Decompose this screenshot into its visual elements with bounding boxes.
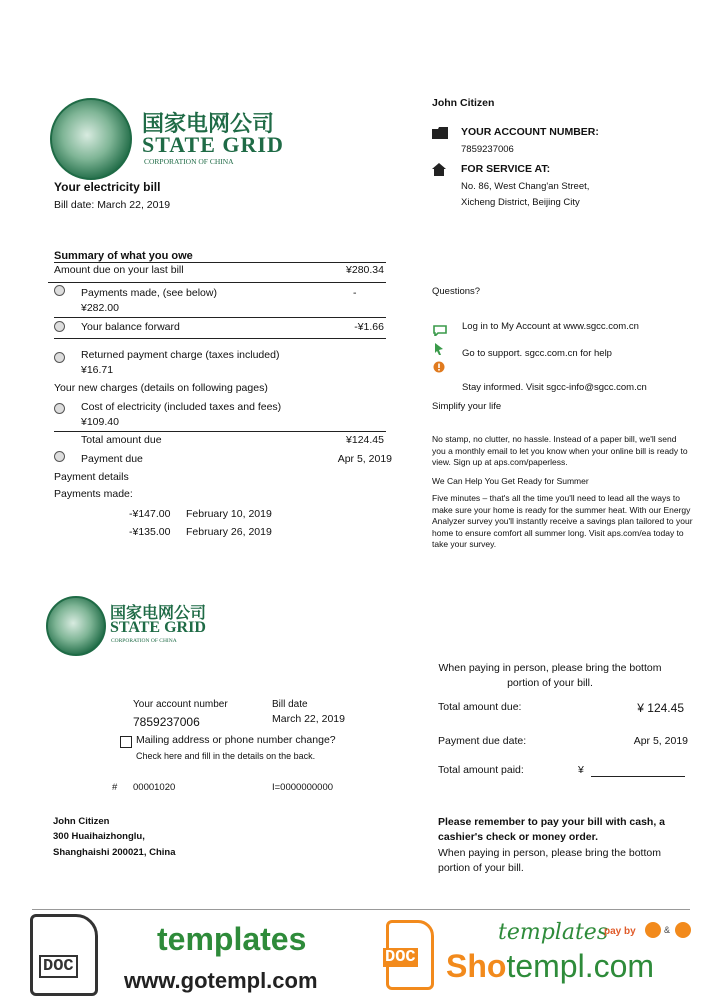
last-bill-amount: ¥280.34: [346, 264, 384, 276]
payment-1-amount: -¥147.00: [129, 508, 171, 520]
payments-dash: -: [353, 287, 357, 299]
right-amp: &: [664, 925, 671, 935]
summer-heading: We Can Help You Get Ready for Summer: [432, 476, 589, 486]
new-charges-label: Your new charges (details on following pages): [54, 382, 268, 394]
stub-company-name-en: STATE GRID: [110, 619, 206, 636]
payment-due-icon: [54, 451, 65, 462]
right-brand: [446, 946, 654, 986]
stub-total-due-value: ¥ 124.45: [637, 701, 684, 715]
question-item-3: Stay informed. Visit sgcc-info@sgcc.com.cn: [462, 382, 647, 393]
remember-normal: When paying in person, please bring the bottom portion of your bill.: [438, 847, 661, 874]
company-subtitle: CORPORATION OF CHINA: [144, 157, 234, 166]
address-change-sub: Check here and fill in the details on the back.: [136, 751, 316, 761]
customer-name: John Citizen: [432, 97, 495, 109]
simplify-heading: Simplify your life: [432, 401, 502, 412]
house-icon: [432, 163, 446, 176]
remember-bold: Please remember to pay your bill with cash, a cashier's check or money order.: [438, 816, 666, 843]
payment-1-date: February 10, 2019: [186, 508, 272, 520]
bill-title: Your electricity bill: [54, 180, 161, 194]
question-item-2: Go to support. sgcc.com.cn for help: [462, 348, 612, 359]
payments-icon: [54, 285, 65, 296]
left-brand: templates: [157, 921, 307, 957]
summary-divider-top: [54, 262, 386, 263]
payments-label: Payments made, (see below): [81, 287, 217, 299]
right-pay-by: pay by: [604, 926, 636, 937]
summary-heading: Summary of what you owe: [54, 250, 193, 262]
total-due-amount: ¥124.45: [346, 434, 384, 446]
summer-paragraph: Five minutes – that's all the time you'll need to lead all the ways to make sure your home is ready for the summer heat. With our Energy Analyzer survey you'll instantly receive a savings plan tailored to your home to ensure comfort all summer long. Visit aps.com/ea today to take your survey.: [432, 493, 693, 549]
state-grid-logo: [50, 98, 132, 180]
support-icon: [433, 343, 445, 355]
account-number: 7859237006: [461, 144, 514, 155]
address-change-label: Mailing address or phone number change?: [136, 734, 336, 746]
cost-value: ¥109.40: [81, 416, 119, 428]
company-name-cn: 国家电网公司: [142, 112, 275, 137]
stub-due-date-value: Apr 5, 2019: [633, 735, 688, 747]
bill-date: Bill date: March 22, 2019: [54, 199, 171, 211]
summary-divider-4: [54, 431, 386, 432]
payments-made-label: Payments made:: [54, 488, 133, 500]
payment-2-date: February 26, 2019: [186, 526, 272, 538]
stub-paid-label: Total amount paid:: [438, 764, 524, 776]
folder-icon: [432, 127, 448, 139]
account-number-label: YOUR ACCOUNT NUMBER:: [461, 126, 599, 138]
balance-icon: [54, 321, 65, 332]
bitcoin-icon: [645, 922, 661, 938]
stub-bill-date-label: Bill date: [272, 699, 308, 710]
mailing-line-2: Shanghaishi 200021, China: [53, 847, 176, 858]
payments-value: ¥282.00: [81, 302, 119, 314]
balance-amount: -¥1.66: [354, 321, 384, 333]
amount-paid-input[interactable]: [591, 776, 685, 777]
stub-code-1: 00001020: [133, 782, 176, 793]
address-change-checkbox[interactable]: [120, 736, 132, 748]
stub-bill-date: March 22, 2019: [272, 713, 345, 725]
stub-total-due-label: Total amount due:: [438, 701, 522, 713]
total-due-label: Total amount due: [81, 434, 162, 446]
balance-label: Your balance forward: [81, 321, 180, 333]
paperless-paragraph: No stamp, no clutter, no hassle. Instead of a paper bill, we'll send you a monthly email to let you know when your online bill is ready to view. Sign up at aps.com/paperless.: [432, 434, 688, 467]
questions-heading: Questions?: [432, 286, 481, 297]
cost-label: Cost of electricity (included taxes and fees): [81, 401, 282, 413]
last-bill-label: Amount due on your last bill: [54, 264, 184, 276]
summary-divider-3: [54, 338, 386, 339]
right-brand-b: templ.com: [506, 948, 655, 984]
stub-paid-currency: ¥: [578, 764, 584, 776]
service-address-line2: Xicheng District, Beijing City: [461, 197, 580, 208]
stub-hash: #: [112, 782, 118, 793]
payment-due-label: Payment due: [81, 453, 143, 465]
in-person-note: When paying in person, please bring the bottom portion of your bill.: [438, 662, 662, 689]
payment-due-date: Apr 5, 2019: [337, 453, 392, 465]
footer-divider: [32, 909, 690, 910]
paypal-icon: [675, 922, 691, 938]
mailing-name: John Citizen: [53, 816, 110, 827]
returned-payment-icon: [54, 352, 65, 363]
mailing-line-1: 300 Huaihaizhonglu,: [53, 831, 145, 842]
service-label: FOR SERVICE AT:: [461, 163, 551, 175]
company-name-en: STATE GRID: [142, 132, 284, 157]
returned-label: Returned payment charge (taxes included): [81, 349, 280, 361]
question-item-1: Log in to My Account at www.sgcc.com.cn: [462, 321, 639, 332]
right-brand-a: Sho: [446, 948, 507, 984]
stub-due-date-label: Payment due date:: [438, 735, 527, 747]
stub-code-2: I=0000000000: [272, 782, 334, 793]
payment-details-label: Payment details: [54, 471, 129, 483]
summary-divider-1: [48, 282, 386, 283]
payment-2-amount: -¥135.00: [129, 526, 171, 538]
right-script-brand: templates: [498, 920, 609, 945]
chat-icon: [433, 325, 447, 336]
state-grid-logo-small: [46, 596, 106, 656]
left-url: www.gotempl.com: [124, 968, 318, 993]
stub-company-name-cn: 国家电网公司: [110, 603, 207, 622]
cost-icon: [54, 403, 65, 414]
stub-company-subtitle: CORPORATION OF CHINA: [111, 638, 177, 644]
doc-label-left: DOC: [39, 955, 78, 978]
service-address-line1: No. 86, West Chang'an Street,: [461, 181, 590, 192]
returned-value: ¥16.71: [81, 364, 114, 376]
stub-account-number: 7859237006: [133, 715, 200, 729]
summary-divider-2: [54, 317, 386, 318]
alert-icon: [433, 361, 445, 373]
stub-account-label: Your account number: [133, 699, 228, 710]
doc-label-right: DOC: [385, 948, 416, 967]
